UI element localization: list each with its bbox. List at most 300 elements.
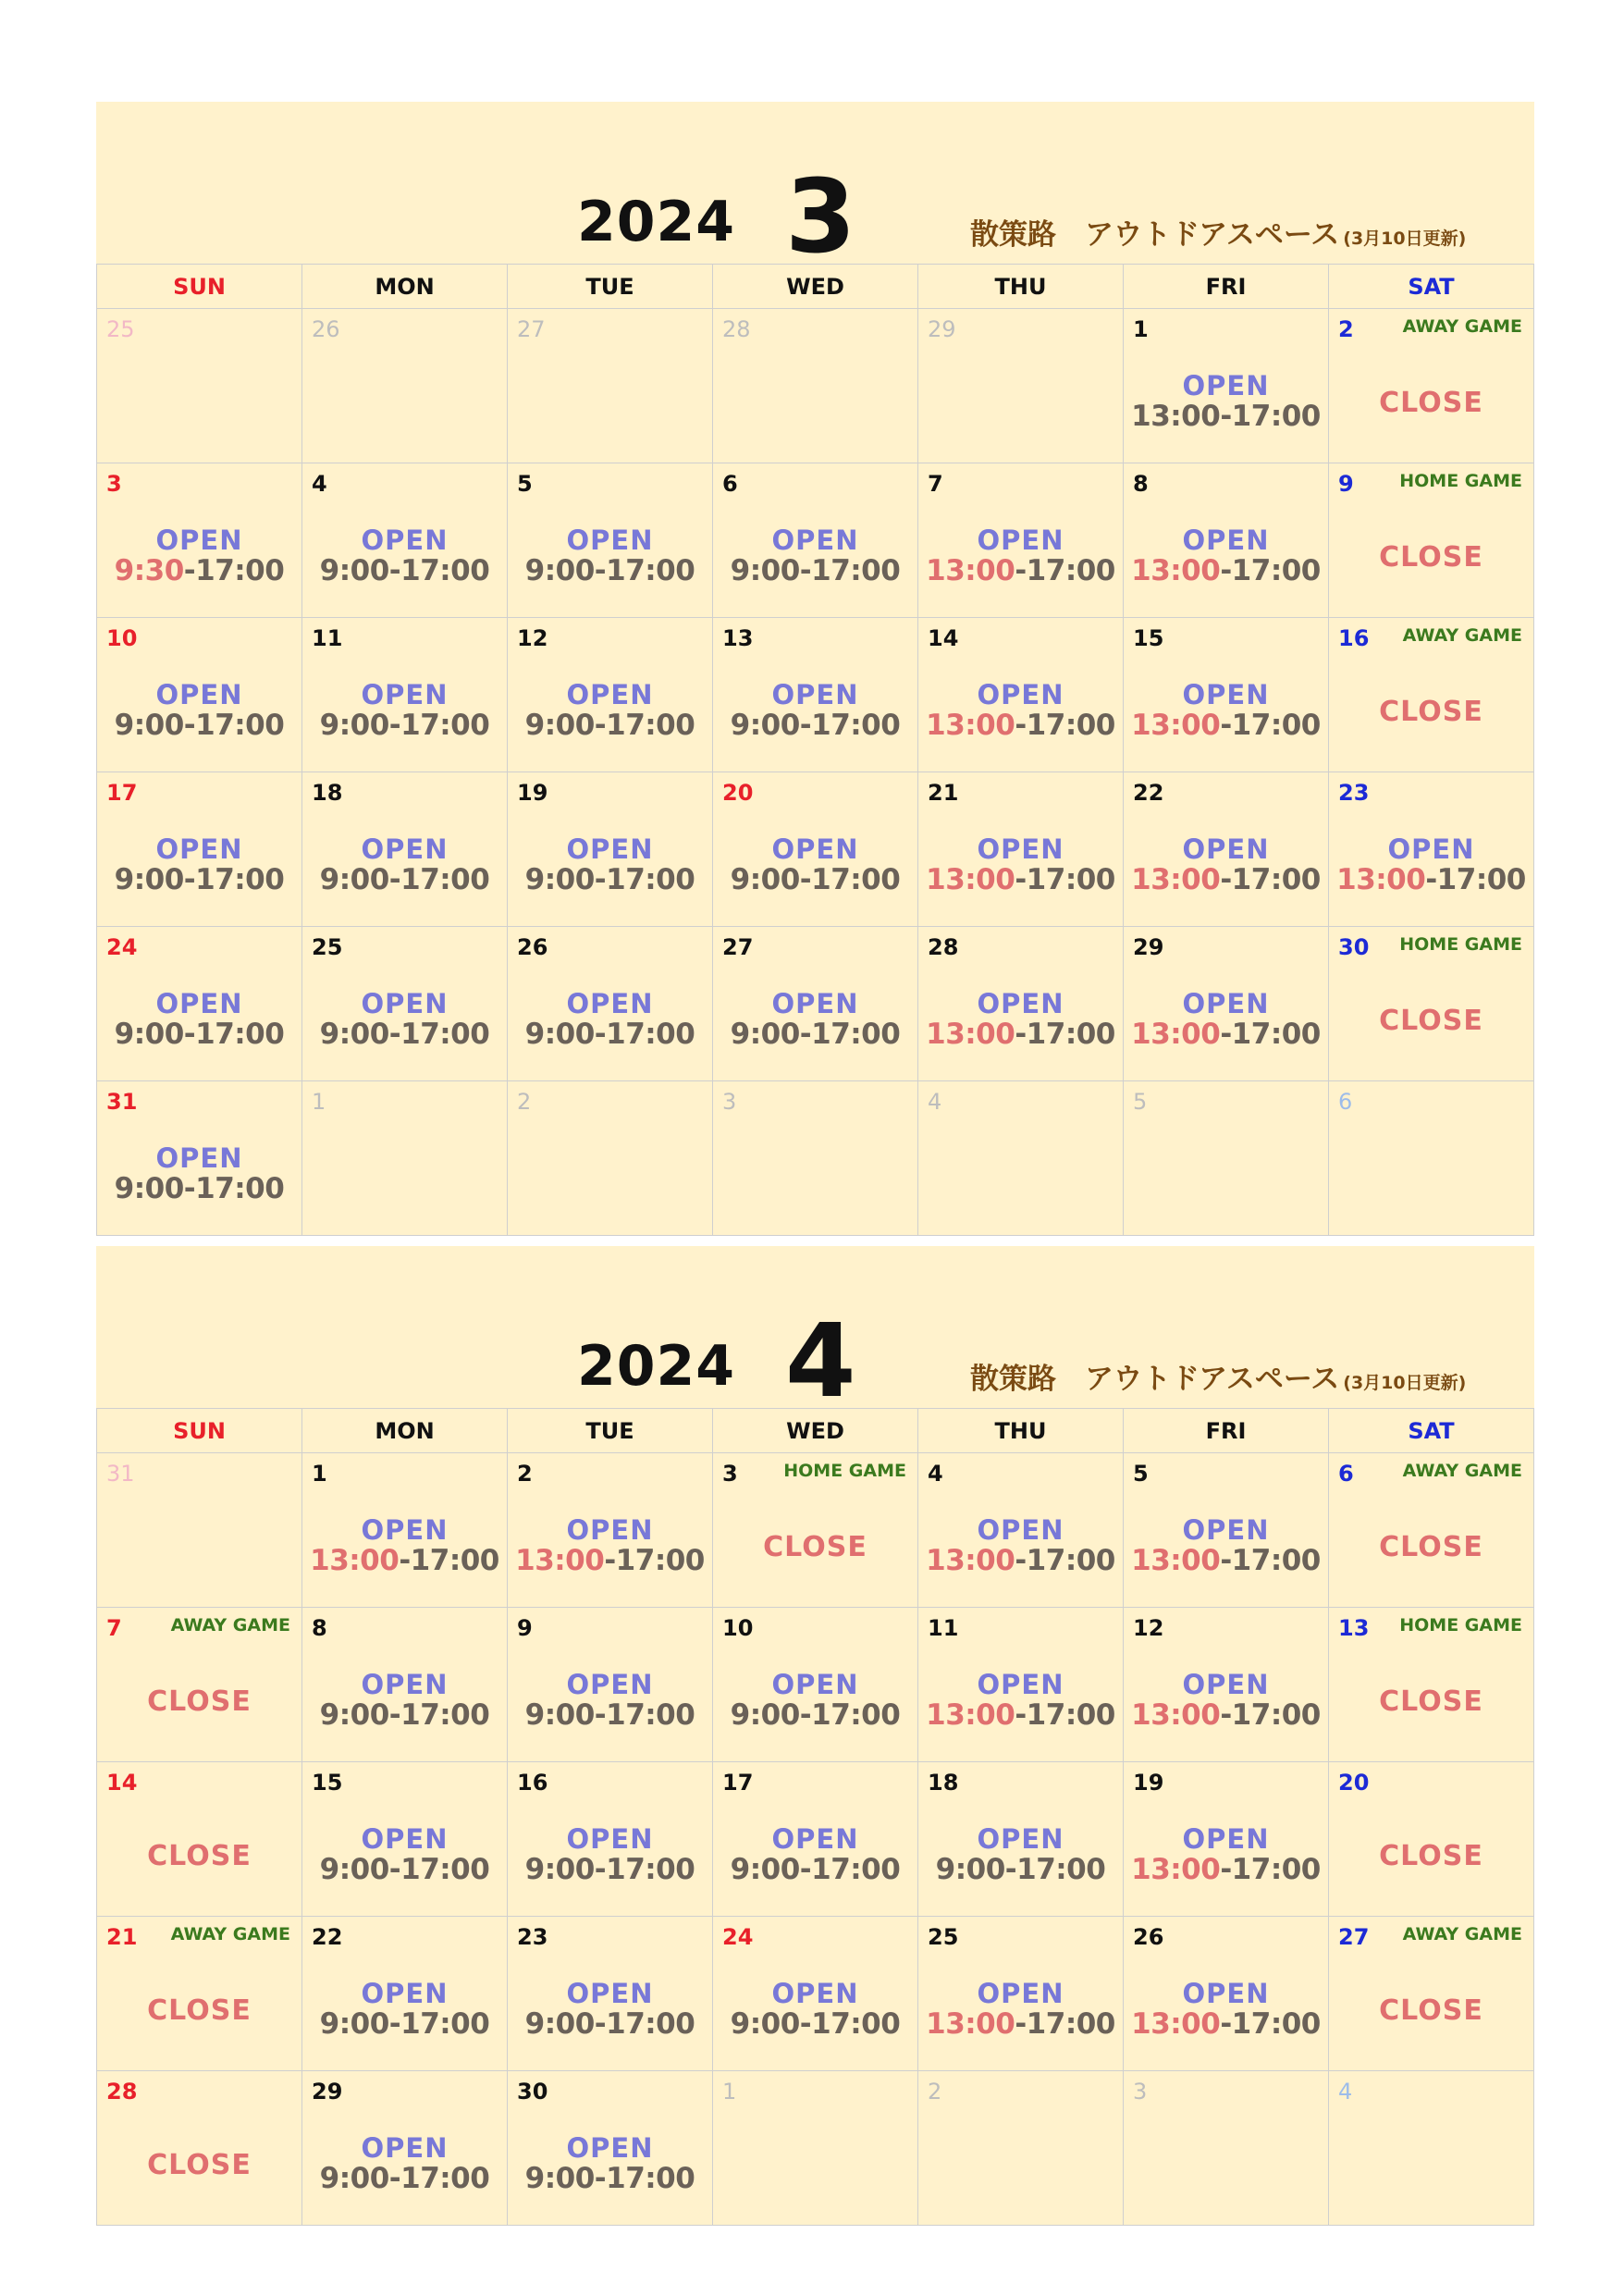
hours-end: -17:00	[1220, 709, 1321, 742]
day-cell	[1124, 772, 1329, 927]
day-number: 4	[1338, 2079, 1353, 2105]
hours-end: -17:00	[1015, 2007, 1115, 2041]
day-number: 29	[312, 2079, 343, 2105]
day-number: 5	[1133, 1089, 1148, 1115]
calendar-month: 3	[785, 157, 856, 276]
open-label: OPEN	[977, 1978, 1064, 2009]
day-number: 14	[106, 1770, 138, 1796]
day-number: 3	[106, 471, 122, 497]
hours-end: -17:00	[1015, 1698, 1115, 1732]
weekday-header: SUN	[97, 265, 302, 309]
weekday-header: SAT	[1329, 1409, 1534, 1453]
day-number: 4	[928, 1461, 943, 1487]
day-cell	[97, 463, 302, 618]
hours-start: 9:00	[524, 2162, 595, 2195]
weekday-header: TUE	[508, 1409, 713, 1453]
open-label: OPEN	[1182, 1514, 1270, 1546]
day-cell	[1329, 1608, 1534, 1762]
day-cell	[713, 1917, 918, 2071]
day-cell	[713, 309, 918, 463]
day-number: 26	[312, 316, 340, 342]
day-cell	[1124, 1453, 1329, 1608]
hours-start: 9:00	[319, 863, 389, 896]
day-number: 20	[1338, 1770, 1370, 1796]
game-label: HOME GAME	[1399, 471, 1522, 491]
opening-hours	[1124, 863, 1328, 896]
day-number: 31	[106, 1461, 135, 1487]
day-number: 27	[517, 316, 546, 342]
hours-start: 9:00	[114, 1018, 184, 1051]
opening-hours	[713, 863, 917, 896]
open-label: OPEN	[1182, 988, 1270, 1019]
weekday-header: WED	[713, 1409, 918, 1453]
day-number: 30	[517, 2079, 548, 2105]
close-label: CLOSE	[1379, 1840, 1483, 1872]
day-cell	[713, 2071, 918, 2226]
day-number: 10	[722, 1615, 754, 1641]
hours-end: -17:00	[183, 1018, 285, 1051]
day-number: 9	[517, 1615, 533, 1641]
open-label: OPEN	[977, 988, 1064, 1019]
opening-hours	[302, 1018, 507, 1051]
opening-hours	[508, 1698, 712, 1732]
open-label: OPEN	[1387, 833, 1475, 865]
game-label: HOME GAME	[783, 1461, 906, 1481]
hours-start: 9:00	[730, 709, 800, 742]
opening-hours	[97, 1018, 301, 1051]
close-label: CLOSE	[1379, 1531, 1483, 1563]
opening-hours	[302, 2162, 507, 2195]
open-label: OPEN	[155, 679, 243, 710]
open-label: OPEN	[771, 1978, 859, 2009]
hours-end: -17:00	[594, 709, 695, 742]
hours-start: 13:00	[1131, 554, 1221, 587]
opening-hours	[302, 1544, 507, 1577]
day-cell	[918, 463, 1124, 618]
hours-start: 13:00	[1336, 863, 1426, 896]
calendar-header	[96, 102, 1534, 276]
hours-start: 13:00	[1131, 709, 1221, 742]
day-cell	[508, 309, 713, 463]
open-label: OPEN	[361, 2132, 449, 2164]
calendar-month: 4	[785, 1302, 856, 1420]
day-number: 2	[928, 2079, 942, 2105]
day-number: 18	[312, 780, 343, 806]
facility-name-text: 散策路 アウトドアスペース	[970, 1363, 1340, 1396]
day-number: 28	[722, 316, 751, 342]
day-cell	[508, 2071, 713, 2226]
calendar-year: 2024	[577, 190, 735, 254]
day-cell	[713, 1608, 918, 1762]
open-label: OPEN	[771, 679, 859, 710]
day-cell	[713, 927, 918, 1081]
day-number: 1	[722, 2079, 737, 2105]
day-cell	[302, 309, 508, 463]
day-cell	[918, 1762, 1124, 1917]
opening-hours	[1124, 400, 1328, 433]
hours-start: 13:00	[1131, 400, 1221, 433]
hours-start: 9:00	[730, 1018, 800, 1051]
opening-hours	[97, 863, 301, 896]
day-cell	[508, 1081, 713, 1236]
open-label: OPEN	[566, 525, 654, 556]
opening-hours	[508, 1853, 712, 1886]
weekday-header: SAT	[1329, 265, 1534, 309]
game-label: AWAY GAME	[1402, 1924, 1522, 1944]
hours-end: -17:00	[799, 1853, 901, 1886]
hours-start: 13:00	[926, 863, 1015, 896]
hours-end: -17:00	[799, 1018, 901, 1051]
update-note: (3月10日更新)	[1343, 1373, 1467, 1393]
week-row	[97, 1762, 1534, 1917]
hours-start: 9:00	[319, 1698, 389, 1732]
day-number: 7	[106, 1615, 122, 1641]
hours-start: 9:00	[524, 554, 595, 587]
day-number: 17	[722, 1770, 754, 1796]
day-number: 26	[1133, 1924, 1164, 1950]
close-label: CLOSE	[147, 1840, 252, 1872]
opening-hours	[97, 709, 301, 742]
facility-name	[970, 211, 1466, 253]
calendar-march	[96, 102, 1534, 1236]
hours-end: -17:00	[1015, 709, 1115, 742]
hours-start: 9:00	[114, 1172, 184, 1205]
weekday-header: THU	[918, 1409, 1124, 1453]
hours-start: 9:00	[524, 2007, 595, 2041]
facility-name	[970, 1355, 1466, 1397]
opening-hours	[1124, 709, 1328, 742]
day-cell	[1329, 1453, 1534, 1608]
day-cell	[1124, 2071, 1329, 2226]
day-number: 24	[722, 1924, 754, 1950]
day-number: 5	[517, 471, 533, 497]
weekday-header: TUE	[508, 265, 713, 309]
hours-start: 9:00	[319, 554, 389, 587]
hours-start: 9:00	[319, 1853, 389, 1886]
opening-hours	[97, 554, 301, 587]
weekday-header: FRI	[1124, 265, 1329, 309]
hours-start: 13:00	[926, 709, 1015, 742]
day-cell	[1124, 309, 1329, 463]
hours-end: -17:00	[1425, 863, 1526, 896]
day-cell	[713, 1762, 918, 1917]
open-label: OPEN	[771, 1669, 859, 1700]
calendar-grid	[96, 264, 1534, 1236]
opening-hours	[1124, 1853, 1328, 1886]
day-number: 18	[928, 1770, 959, 1796]
day-cell	[918, 618, 1124, 772]
day-number: 13	[1338, 1615, 1370, 1641]
opening-hours	[713, 1853, 917, 1886]
close-label: CLOSE	[1379, 1685, 1483, 1718]
day-number: 22	[312, 1924, 343, 1950]
calendar-april	[96, 1246, 1534, 2226]
hours-start: 13:00	[926, 2007, 1015, 2041]
day-cell	[302, 618, 508, 772]
hours-end: -17:00	[1015, 1018, 1115, 1051]
hours-start: 9:00	[114, 709, 184, 742]
hours-end: -17:00	[799, 709, 901, 742]
day-cell	[302, 1453, 508, 1608]
day-cell	[1124, 618, 1329, 772]
open-label: OPEN	[1182, 1669, 1270, 1700]
day-cell	[713, 1081, 918, 1236]
opening-hours	[97, 1172, 301, 1205]
hours-end: -17:00	[604, 1544, 705, 1577]
day-number: 25	[312, 934, 343, 960]
day-number: 31	[106, 1089, 138, 1115]
day-number: 17	[106, 780, 138, 806]
opening-hours	[918, 554, 1123, 587]
day-cell	[1329, 1762, 1534, 1917]
day-cell	[918, 2071, 1124, 2226]
opening-hours	[302, 554, 507, 587]
hours-end: -17:00	[399, 1544, 499, 1577]
game-label: AWAY GAME	[1402, 625, 1522, 646]
hours-start: 13:00	[926, 1698, 1015, 1732]
hours-end: -17:00	[799, 2007, 901, 2041]
opening-hours	[302, 709, 507, 742]
hours-start: 9:00	[524, 709, 595, 742]
hours-end: -17:00	[594, 1853, 695, 1886]
hours-start: 9:00	[935, 1853, 1005, 1886]
day-cell	[302, 772, 508, 927]
open-label: OPEN	[361, 679, 449, 710]
day-number: 29	[1133, 934, 1164, 960]
game-label: AWAY GAME	[1402, 1461, 1522, 1481]
open-label: OPEN	[155, 525, 243, 556]
open-label: OPEN	[977, 679, 1064, 710]
close-label: CLOSE	[1379, 387, 1483, 419]
week-row	[97, 1608, 1534, 1762]
open-label: OPEN	[361, 988, 449, 1019]
opening-hours	[302, 2007, 507, 2041]
hours-end: -17:00	[799, 1698, 901, 1732]
hours-start: 9:00	[524, 1018, 595, 1051]
day-cell	[918, 309, 1124, 463]
day-cell	[713, 772, 918, 927]
day-number: 2	[517, 1089, 532, 1115]
day-cell	[508, 463, 713, 618]
day-number: 27	[1338, 1924, 1370, 1950]
day-cell	[1124, 1917, 1329, 2071]
opening-hours	[1124, 554, 1328, 587]
opening-hours	[918, 2007, 1123, 2041]
hours-start: 9:00	[730, 1698, 800, 1732]
calendar-grid	[96, 1408, 1534, 2226]
open-label: OPEN	[977, 833, 1064, 865]
day-cell	[302, 1917, 508, 2071]
weekday-header: WED	[713, 265, 918, 309]
opening-hours	[713, 1018, 917, 1051]
day-cell	[918, 927, 1124, 1081]
day-number: 24	[106, 934, 138, 960]
week-row	[97, 1081, 1534, 1236]
day-cell	[302, 463, 508, 618]
hours-end: -17:00	[1220, 554, 1321, 587]
hours-end: -17:00	[594, 2007, 695, 2041]
day-cell	[918, 1608, 1124, 1762]
day-cell	[918, 1453, 1124, 1608]
game-label: AWAY GAME	[170, 1924, 290, 1944]
opening-hours	[508, 709, 712, 742]
opening-hours	[918, 863, 1123, 896]
day-number: 2	[517, 1461, 533, 1487]
week-row	[97, 772, 1534, 927]
hours-start: 9:00	[114, 863, 184, 896]
day-number: 4	[928, 1089, 942, 1115]
day-number: 3	[1133, 2079, 1148, 2105]
opening-hours	[302, 1698, 507, 1732]
day-cell	[508, 1917, 713, 2071]
opening-hours	[713, 1698, 917, 1732]
day-number: 23	[517, 1924, 548, 1950]
update-note: (3月10日更新)	[1343, 228, 1467, 249]
day-number: 10	[106, 625, 138, 651]
open-label: OPEN	[977, 1669, 1064, 1700]
day-number: 11	[928, 1615, 959, 1641]
day-number: 29	[928, 316, 956, 342]
open-label: OPEN	[977, 1514, 1064, 1546]
open-label: OPEN	[361, 1514, 449, 1546]
opening-hours	[1329, 863, 1533, 896]
day-number: 4	[312, 471, 327, 497]
open-label: OPEN	[361, 1823, 449, 1855]
hours-end: -17:00	[388, 554, 490, 587]
hours-start: 13:00	[926, 1018, 1015, 1051]
day-cell	[918, 1917, 1124, 2071]
hours-start: 13:00	[1131, 863, 1221, 896]
opening-hours	[302, 863, 507, 896]
day-number: 3	[722, 1461, 738, 1487]
hours-end: -17:00	[183, 1172, 285, 1205]
hours-start: 13:00	[515, 1544, 605, 1577]
week-row	[97, 927, 1534, 1081]
opening-hours	[918, 1853, 1123, 1886]
game-label: AWAY GAME	[1402, 316, 1522, 337]
hours-start: 9:00	[524, 1853, 595, 1886]
hours-end: -17:00	[1015, 554, 1115, 587]
hours-start: 9:30	[114, 554, 184, 587]
hours-start: 13:00	[1131, 1544, 1221, 1577]
day-number: 19	[1133, 1770, 1164, 1796]
day-number: 22	[1133, 780, 1164, 806]
opening-hours	[713, 2007, 917, 2041]
day-number: 25	[106, 316, 135, 342]
day-number: 15	[312, 1770, 343, 1796]
hours-end: -17:00	[1220, 2007, 1321, 2041]
week-row	[97, 1453, 1534, 1608]
hours-end: -17:00	[1220, 1544, 1321, 1577]
open-label: OPEN	[566, 2132, 654, 2164]
open-label: OPEN	[361, 1978, 449, 2009]
day-number: 26	[517, 934, 548, 960]
open-label: OPEN	[771, 988, 859, 1019]
hours-end: -17:00	[594, 554, 695, 587]
hours-end: -17:00	[1220, 1698, 1321, 1732]
day-number: 12	[1133, 1615, 1164, 1641]
open-label: OPEN	[566, 1823, 654, 1855]
day-number: 30	[1338, 934, 1370, 960]
opening-hours	[508, 1018, 712, 1051]
day-cell	[97, 309, 302, 463]
open-label: OPEN	[771, 1823, 859, 1855]
close-label: CLOSE	[147, 1994, 252, 2027]
hours-end: -17:00	[1004, 1853, 1106, 1886]
open-label: OPEN	[566, 679, 654, 710]
day-cell	[97, 1608, 302, 1762]
open-label: OPEN	[566, 988, 654, 1019]
day-cell	[1124, 463, 1329, 618]
day-cell	[302, 1608, 508, 1762]
hours-end: -17:00	[594, 2162, 695, 2195]
day-cell	[302, 927, 508, 1081]
day-cell	[1329, 2071, 1534, 2226]
day-cell	[97, 772, 302, 927]
day-number: 6	[1338, 1089, 1353, 1115]
day-number: 27	[722, 934, 754, 960]
opening-hours	[508, 2007, 712, 2041]
opening-hours	[918, 1544, 1123, 1577]
weekday-header: FRI	[1124, 1409, 1329, 1453]
open-label: OPEN	[1182, 679, 1270, 710]
day-cell	[508, 927, 713, 1081]
game-label: HOME GAME	[1399, 1615, 1522, 1636]
week-row	[97, 618, 1534, 772]
open-label: OPEN	[566, 1978, 654, 2009]
opening-hours	[918, 1698, 1123, 1732]
day-cell	[1124, 1762, 1329, 1917]
day-number: 13	[722, 625, 754, 651]
day-cell	[302, 1762, 508, 1917]
hours-end: -17:00	[183, 863, 285, 896]
hours-end: -17:00	[388, 1698, 490, 1732]
hours-start: 13:00	[926, 1544, 1015, 1577]
day-cell	[713, 1453, 918, 1608]
hours-end: -17:00	[183, 709, 285, 742]
hours-end: -17:00	[388, 709, 490, 742]
hours-start: 13:00	[1131, 1853, 1221, 1886]
open-label: OPEN	[1182, 1978, 1270, 2009]
game-label: HOME GAME	[1399, 934, 1522, 955]
day-number: 14	[928, 625, 959, 651]
day-number: 8	[1133, 471, 1149, 497]
day-cell	[1124, 927, 1329, 1081]
close-label: CLOSE	[1379, 1005, 1483, 1037]
day-cell	[918, 1081, 1124, 1236]
hours-start: 9:00	[730, 1853, 800, 1886]
opening-hours	[1124, 1544, 1328, 1577]
close-label: CLOSE	[1379, 1994, 1483, 2027]
calendar-header	[96, 1246, 1534, 1420]
day-cell	[918, 772, 1124, 927]
close-label: CLOSE	[1379, 541, 1483, 574]
opening-hours	[508, 2162, 712, 2195]
open-label: OPEN	[155, 833, 243, 865]
open-label: OPEN	[977, 1823, 1064, 1855]
hours-end: -17:00	[799, 863, 901, 896]
weekday-header: MON	[302, 1409, 508, 1453]
day-number: 6	[1338, 1461, 1354, 1487]
opening-hours	[302, 1853, 507, 1886]
game-label: AWAY GAME	[170, 1615, 290, 1636]
hours-end: -17:00	[1015, 1544, 1115, 1577]
day-number: 16	[1338, 625, 1370, 651]
day-number: 2	[1338, 316, 1354, 342]
open-label: OPEN	[361, 1669, 449, 1700]
hours-end: -17:00	[1220, 1853, 1321, 1886]
open-label: OPEN	[977, 525, 1064, 556]
